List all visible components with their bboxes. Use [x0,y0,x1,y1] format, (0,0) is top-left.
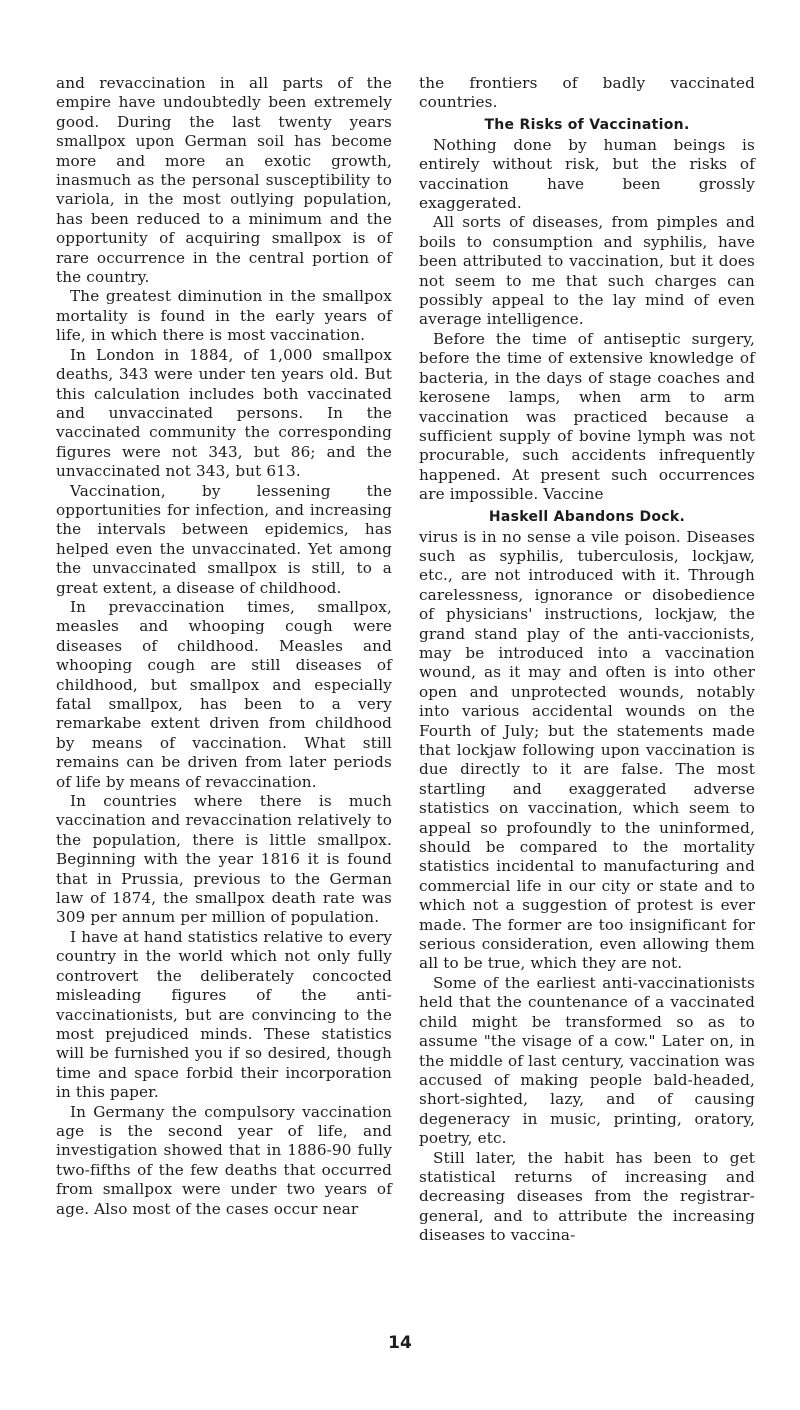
right-column [419,74,755,1246]
page-number: 14 [388,1333,412,1353]
section-heading: The Risks of Vaccination. [484,116,690,133]
paragraph: Still later, the habit has been to get statistical returns of increasing and decreasing diseases from the registrar-general, and to attribute the increasing diseases to vaccina- [419,1148,755,1245]
paragraph: Before the time of antiseptic surgery, before the time of extensive knowledge of bacteria, in the days of stage coaches and kerosene lamps, when arm to arm vaccination was practiced because a sufficient supply of bovine lymph was not procurable, such accidents infrequently happened. At present such occurrences are impossible. Vaccine [419,329,755,504]
paragraph: Some of the earliest anti-vaccinationists held that the countenance of a vaccinated child might be transformed so as to assume "the visage of a cow." Later on, in the middle of last century, vaccination was accused of making people bald-headed, short-sighted, lazy, and of causing degeneracy in music, printing, oratory, poetry, etc. [419,973,755,1148]
left-column [56,74,392,1219]
paragraph: All sorts of diseases, from pimples and boils to consumption and syphilis, have been attributed to vaccination, but it does not seem to me that such charges can possibly appeal to the lay mind of even average intelligence. [419,213,755,329]
paragraph: The greatest diminution in the smallpox mortality is found in the early years of life, in which there is most vaccination. [56,287,392,345]
paragraph: In countries where there is much vaccination and revaccination relatively to the population, there is little smallpox. Beginning with the year 1816 it is found that in Prussia, previous to the German law of 1874, the smallpox death rate was 309 per annum per million of population. [56,792,392,927]
document-page [56,74,756,1324]
paragraph: Vaccination, by lessening the opportunities for infection, and increasing the intervals between epidemics, has helped even the unvaccinated. Yet among the unvaccinated smallpox is still, to a great extent, a disease of childhood. [56,481,392,597]
paragraph: virus is in no sense a vile poison. Diseases such as syphilis, tuberculosis, lockjaw, etc., are not introduced with it. Through carelessness, ignorance or disobedience of physicians' instructions, lockjaw, the grand stand play of the anti-vaccionists, may be introduced into a vaccination wound, as it may and often is into other open and unprotected wounds, notably into various accidental wounds on the Fourth of July; but the statements made that lockjaw following upon vaccination is due directly to it are false. The most startling and exaggerated adverse statistics on vaccination, which seem to appeal so profoundly to the uninformed, should be compared to the mortality statistics incidental to manufacturing and commercial life in our city or state and to which not a suggestion of protest is ever made. The former are too insignificant for serious consideration, even allowing them all to be true, which they are not. [419,527,755,973]
paragraph: the frontiers of badly vaccinated countries. [419,74,755,112]
paragraph: I have at hand statistics relative to every country in the world which not only fully controvert the deliberately concocted misleading figures of the anti-vaccinationists, but are convincing to the most prejudiced minds. These statistics will be furnished you if so desired, though time and space forbid their incorporation in this paper. [56,927,392,1102]
paragraph: In London in 1884, of 1,000 smallpox deaths, 343 were under ten years old. But this calculation includes both vaccinated and unvaccinated persons. In the vaccinated community the corresponding figures were not 343, but 86; and the unvaccinated not 343, but 613. [56,345,392,481]
paragraph: In Germany the compulsory vaccination age is the second year of life, and investigation showed that in 1886-90 fully two-fifths of the few deaths that occurred from smallpox were under two years of age. Also most of the cases occur near [56,1102,392,1218]
paragraph: and revaccination in all parts of the empire have undoubtedly been extremely good. During the last twenty years smallpox upon German soil has become more and more an exotic growth, inasmuch as the personal susceptibility to variola, in the most outlying population, has been reduced to a minimum and the opportunity of acquiring smallpox is of rare occurrence in the central portion of the country. [56,74,392,287]
paragraph: Nothing done by human beings is entirely without risk, but the risks of vaccination have been grossly exaggerated. [419,135,755,213]
paragraph: In prevaccination times, smallpox, measles and whooping cough were diseases of childhood. Measles and whooping cough are still diseases of childhood, but smallpox and especially fatal smallpox, has been to a very remarkabe extent driven from childhood by means of vaccination. What still remains can be driven from later periods of life by means of revaccination. [56,597,392,791]
section-heading: Haskell Abandons Dock. [488,508,686,525]
